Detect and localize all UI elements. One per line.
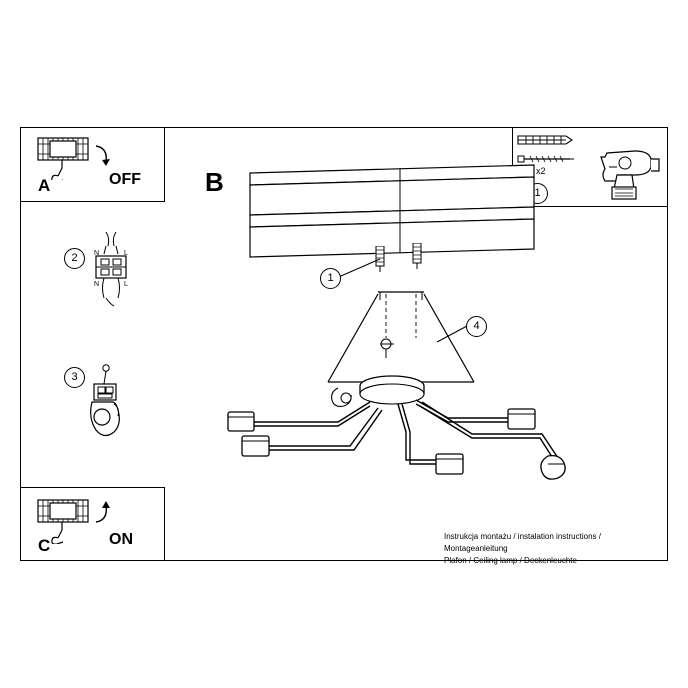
mounting-screw-right [411,243,423,269]
terminal-block-icon [84,230,140,308]
footer-line-2: Plafon / Ceiling lamp / Deckenleuchte [444,556,577,565]
ceiling-slab [248,163,538,258]
svg-text:N: N [94,281,100,288]
step-b-letter: B [205,167,224,197]
power-drill-icon [595,133,665,203]
footer-caption [444,531,664,567]
hardware-quantity-label: x2 [536,166,546,176]
callout-2: 2 [64,248,85,269]
callout-1-hardware: 1 [527,183,548,204]
voltage-tester-icon [84,362,134,454]
step-a-letter: A [38,176,51,195]
step-c-letter: C [38,536,51,555]
wall-plug-icon [516,132,576,148]
svg-text:L: L [124,250,128,257]
svg-text:L: L [124,281,128,288]
callout-3: 3 [64,367,85,388]
svg-text:N: N [94,250,100,257]
footer-line-1: Instrukcja montażu / instalation instructions / Montageanleitung [444,532,601,553]
callout-1-ceiling: 1 [320,268,341,289]
lamp-body [210,372,590,502]
step-a-state-label: OFF [109,171,141,188]
callout-4: 4 [466,316,487,337]
step-c-state-label: ON [109,531,133,548]
